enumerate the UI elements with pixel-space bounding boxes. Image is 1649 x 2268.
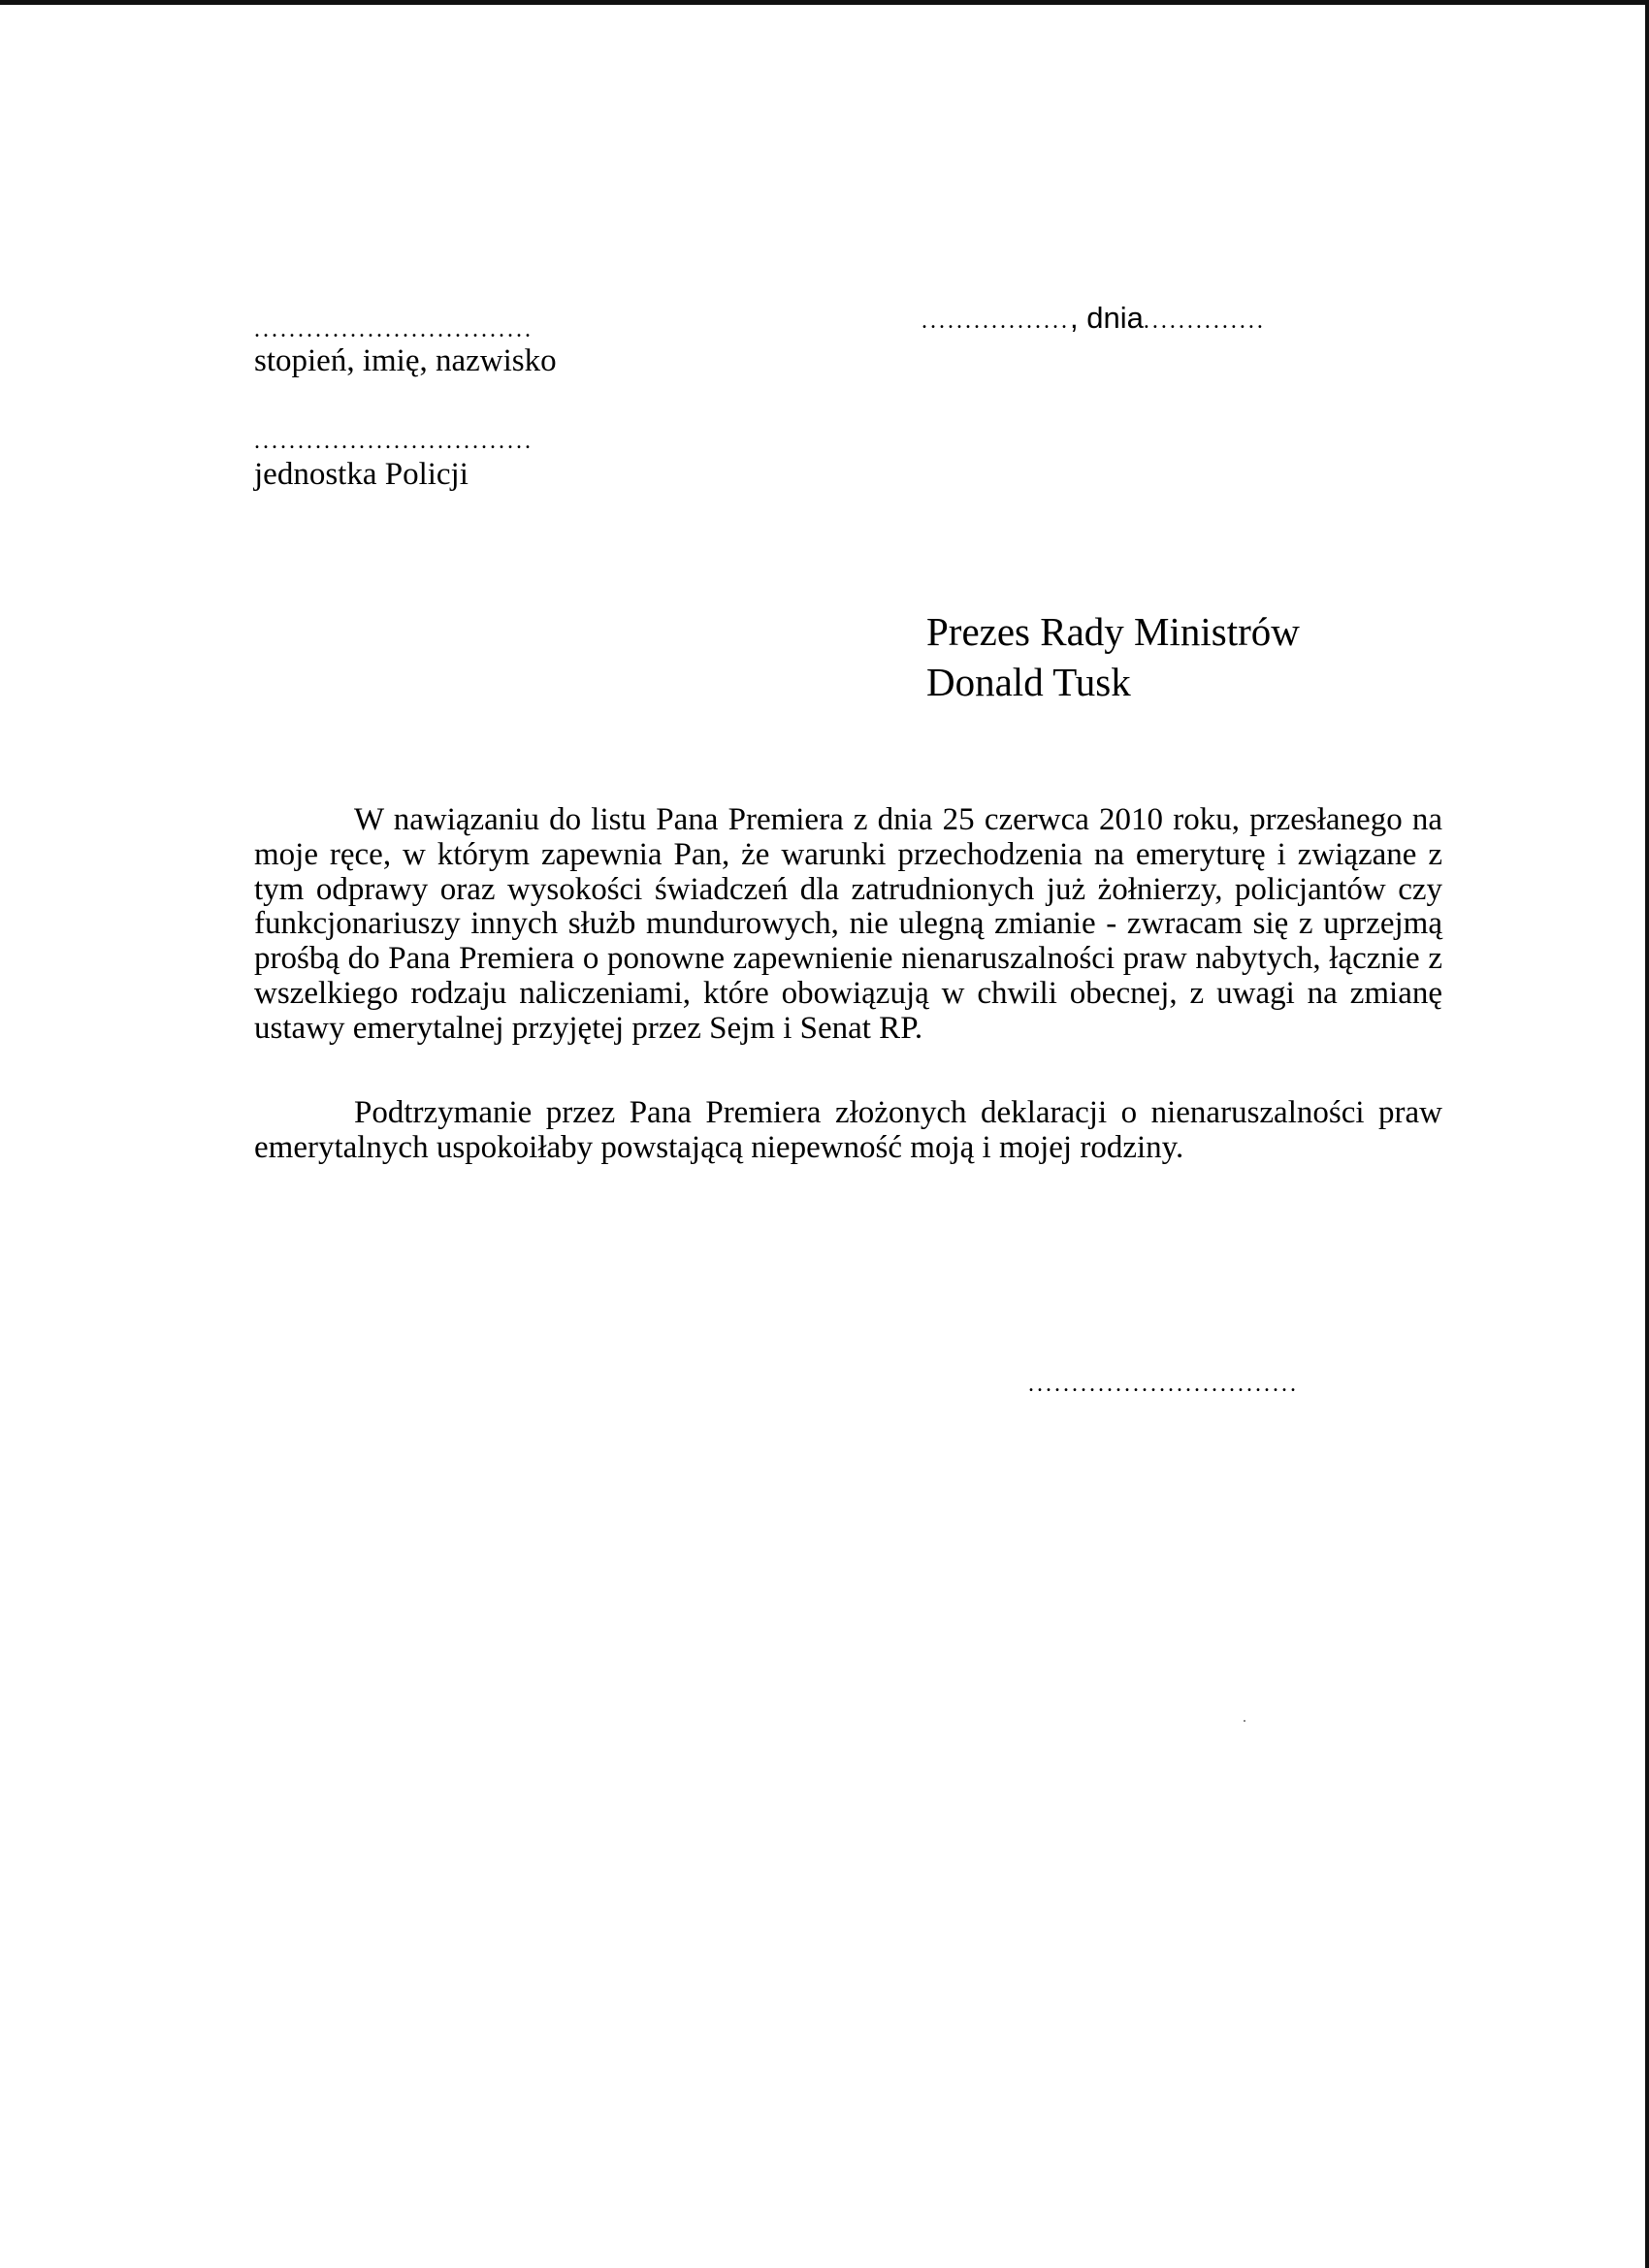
scan-edge-top xyxy=(0,0,1649,5)
signature-dotted-line: ............................... xyxy=(1028,1372,1299,1397)
addressee-title: Prezes Rady Ministrów xyxy=(926,609,1300,654)
addressee-block xyxy=(926,606,1300,707)
sender-label: stopień, imię, nazwisko xyxy=(254,343,557,378)
body-paragraph-2: Podtrzymanie przez Pana Premiera złożonych deklaracji o nienaruszalności praw emerytalnych uspokoiłaby powstającą niepewność moją i mojej rodziny. xyxy=(254,1095,1442,1165)
unit-dotted-line: ................................ xyxy=(254,429,534,454)
place-dotted-line: ................. xyxy=(922,308,1070,334)
scan-speck xyxy=(1244,1720,1245,1722)
date-word: , dnia xyxy=(1070,301,1144,335)
unit-label: jednostka Policji xyxy=(254,457,469,492)
scan-edge-right xyxy=(1645,0,1649,2268)
place-date-line xyxy=(922,303,1266,334)
body-paragraph-1: W nawiązaniu do listu Pana Premiera z dnia 25 czerwca 2010 roku, przesłanego na moje ręce, w którym zapewnia Pan, że warunki przechodzenia na emeryturę i związane z tym odprawy oraz wysokości świadczeń dla zatrudnionych już żołnierzy, policjantów czy funkcjonariuszy innych służb mundurowych, nie ulegną zmianie - zwracam się z uprzejmą prośbą do Pana Premiera o ponowne zapewnienie nienaruszalności praw nabytych, łącznie z wszelkiego rodzaju naliczeniami, które obowiązują w chwili obecnej, z uwagi na zmianę ustawy emerytalnej przyjętej przez Sejm i Senat RP. xyxy=(254,802,1442,1046)
sender-dotted-line: ................................ xyxy=(254,317,534,342)
date-dotted-line: .............. xyxy=(1143,308,1266,334)
addressee-name: Donald Tusk xyxy=(926,660,1131,704)
